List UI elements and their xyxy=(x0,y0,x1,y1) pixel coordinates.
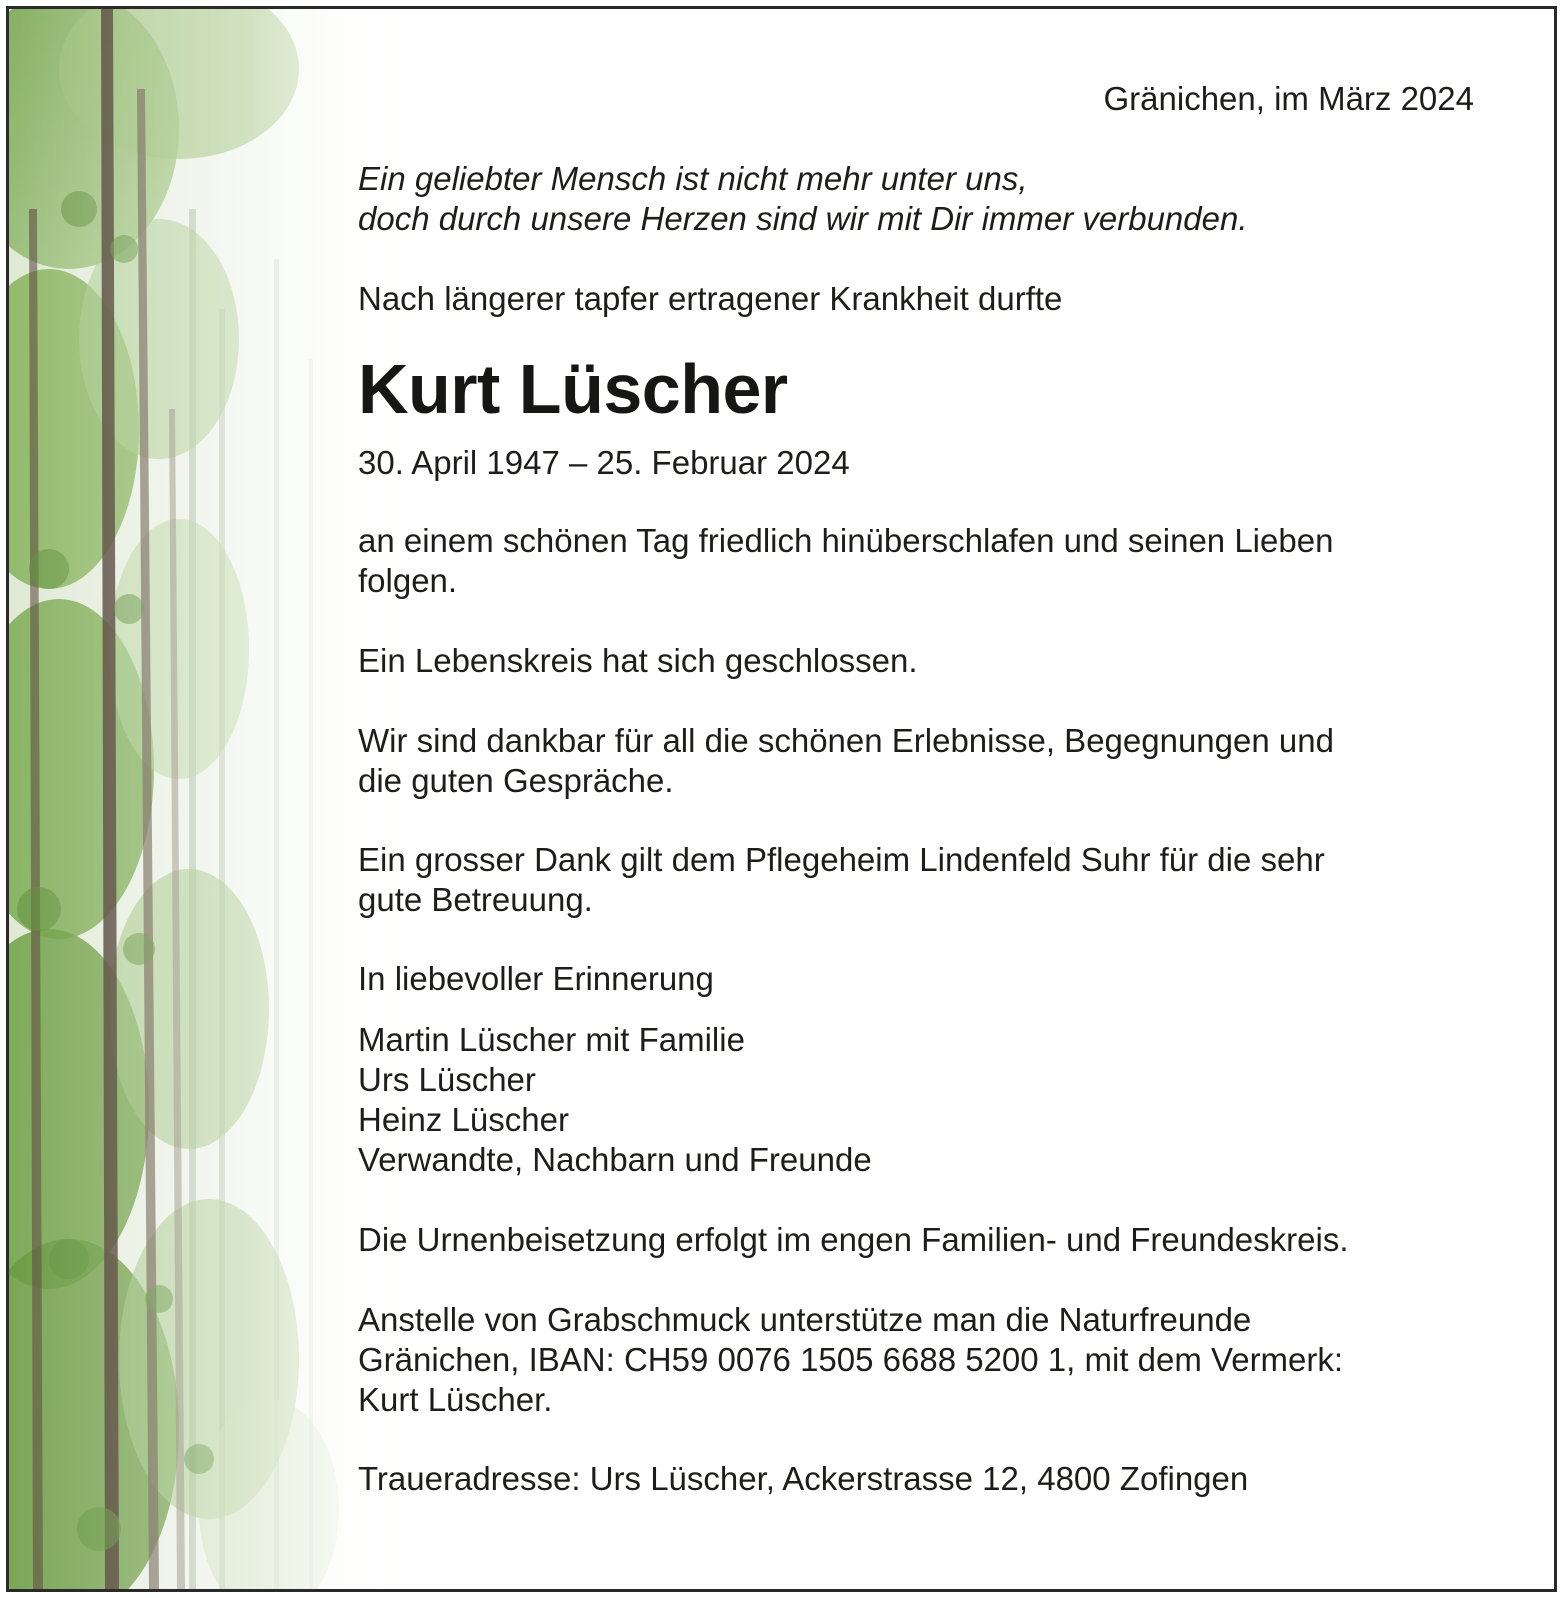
paragraph-line: Wir sind dankbar für all die schönen Erlebnisse, Begegnungen und xyxy=(358,722,1334,759)
remembrance-line: In liebevoller Erinnerung xyxy=(358,960,714,997)
mourner-entry: Verwandte, Nachbarn und Freunde xyxy=(358,1141,872,1178)
place-and-date: Gränichen, im März 2024 xyxy=(1103,80,1474,117)
paragraph-line: die guten Gespräche. xyxy=(358,762,674,799)
notice-text-column xyxy=(358,9,1478,1589)
paragraph-thanks-care-home xyxy=(358,840,1325,920)
deceased-name: Kurt Lüscher xyxy=(358,350,788,428)
paragraph-line: folgen. xyxy=(358,562,458,599)
donation-line: Anstelle von Grabschmuck unterstütze man die Naturfreunde xyxy=(358,1301,1252,1338)
paragraph-line: gute Betreuung. xyxy=(358,881,593,918)
donation-notice xyxy=(358,1300,1343,1420)
paragraph-passing xyxy=(358,521,1333,601)
intro-line: Nach längerer tapfer ertragener Krankheit durfte xyxy=(358,280,1063,317)
life-dates: 30. April 1947 – 25. Februar 2024 xyxy=(358,444,850,481)
mourner-entry: Martin Lüscher mit Familie xyxy=(358,1021,745,1058)
obituary-notice xyxy=(6,6,1557,1592)
motto-line: doch durch unsere Herzen sind wir mit Dir immer verbunden. xyxy=(358,200,1248,237)
donation-line: Gränichen, IBAN: CH59 0076 1505 6688 5200 1, mit dem Vermerk: xyxy=(358,1341,1344,1378)
mourner-entry: Heinz Lüscher xyxy=(358,1101,569,1138)
donation-line: Kurt Lüscher. xyxy=(358,1381,553,1418)
burial-notice: Die Urnenbeisetzung erfolgt im engen Familien- und Freundeskreis. xyxy=(358,1221,1349,1258)
paragraph-gratitude xyxy=(358,721,1334,801)
motto-line: Ein geliebter Mensch ist nicht mehr unter uns, xyxy=(358,160,1028,197)
mourners-list xyxy=(358,1020,872,1180)
mourner-entry: Urs Lüscher xyxy=(358,1061,536,1098)
paragraph-circle-of-life: Ein Lebenskreis hat sich geschlossen. xyxy=(358,642,918,679)
motto-verse xyxy=(358,159,1248,239)
paragraph-line: Ein grosser Dank gilt dem Pflegeheim Lindenfeld Suhr für die sehr xyxy=(358,841,1325,878)
mourning-address: Traueradresse: Urs Lüscher, Ackerstrasse 12, 4800 Zofingen xyxy=(358,1460,1249,1497)
paragraph-line: an einem schönen Tag friedlich hinüberschlafen und seinen Lieben xyxy=(358,522,1334,559)
